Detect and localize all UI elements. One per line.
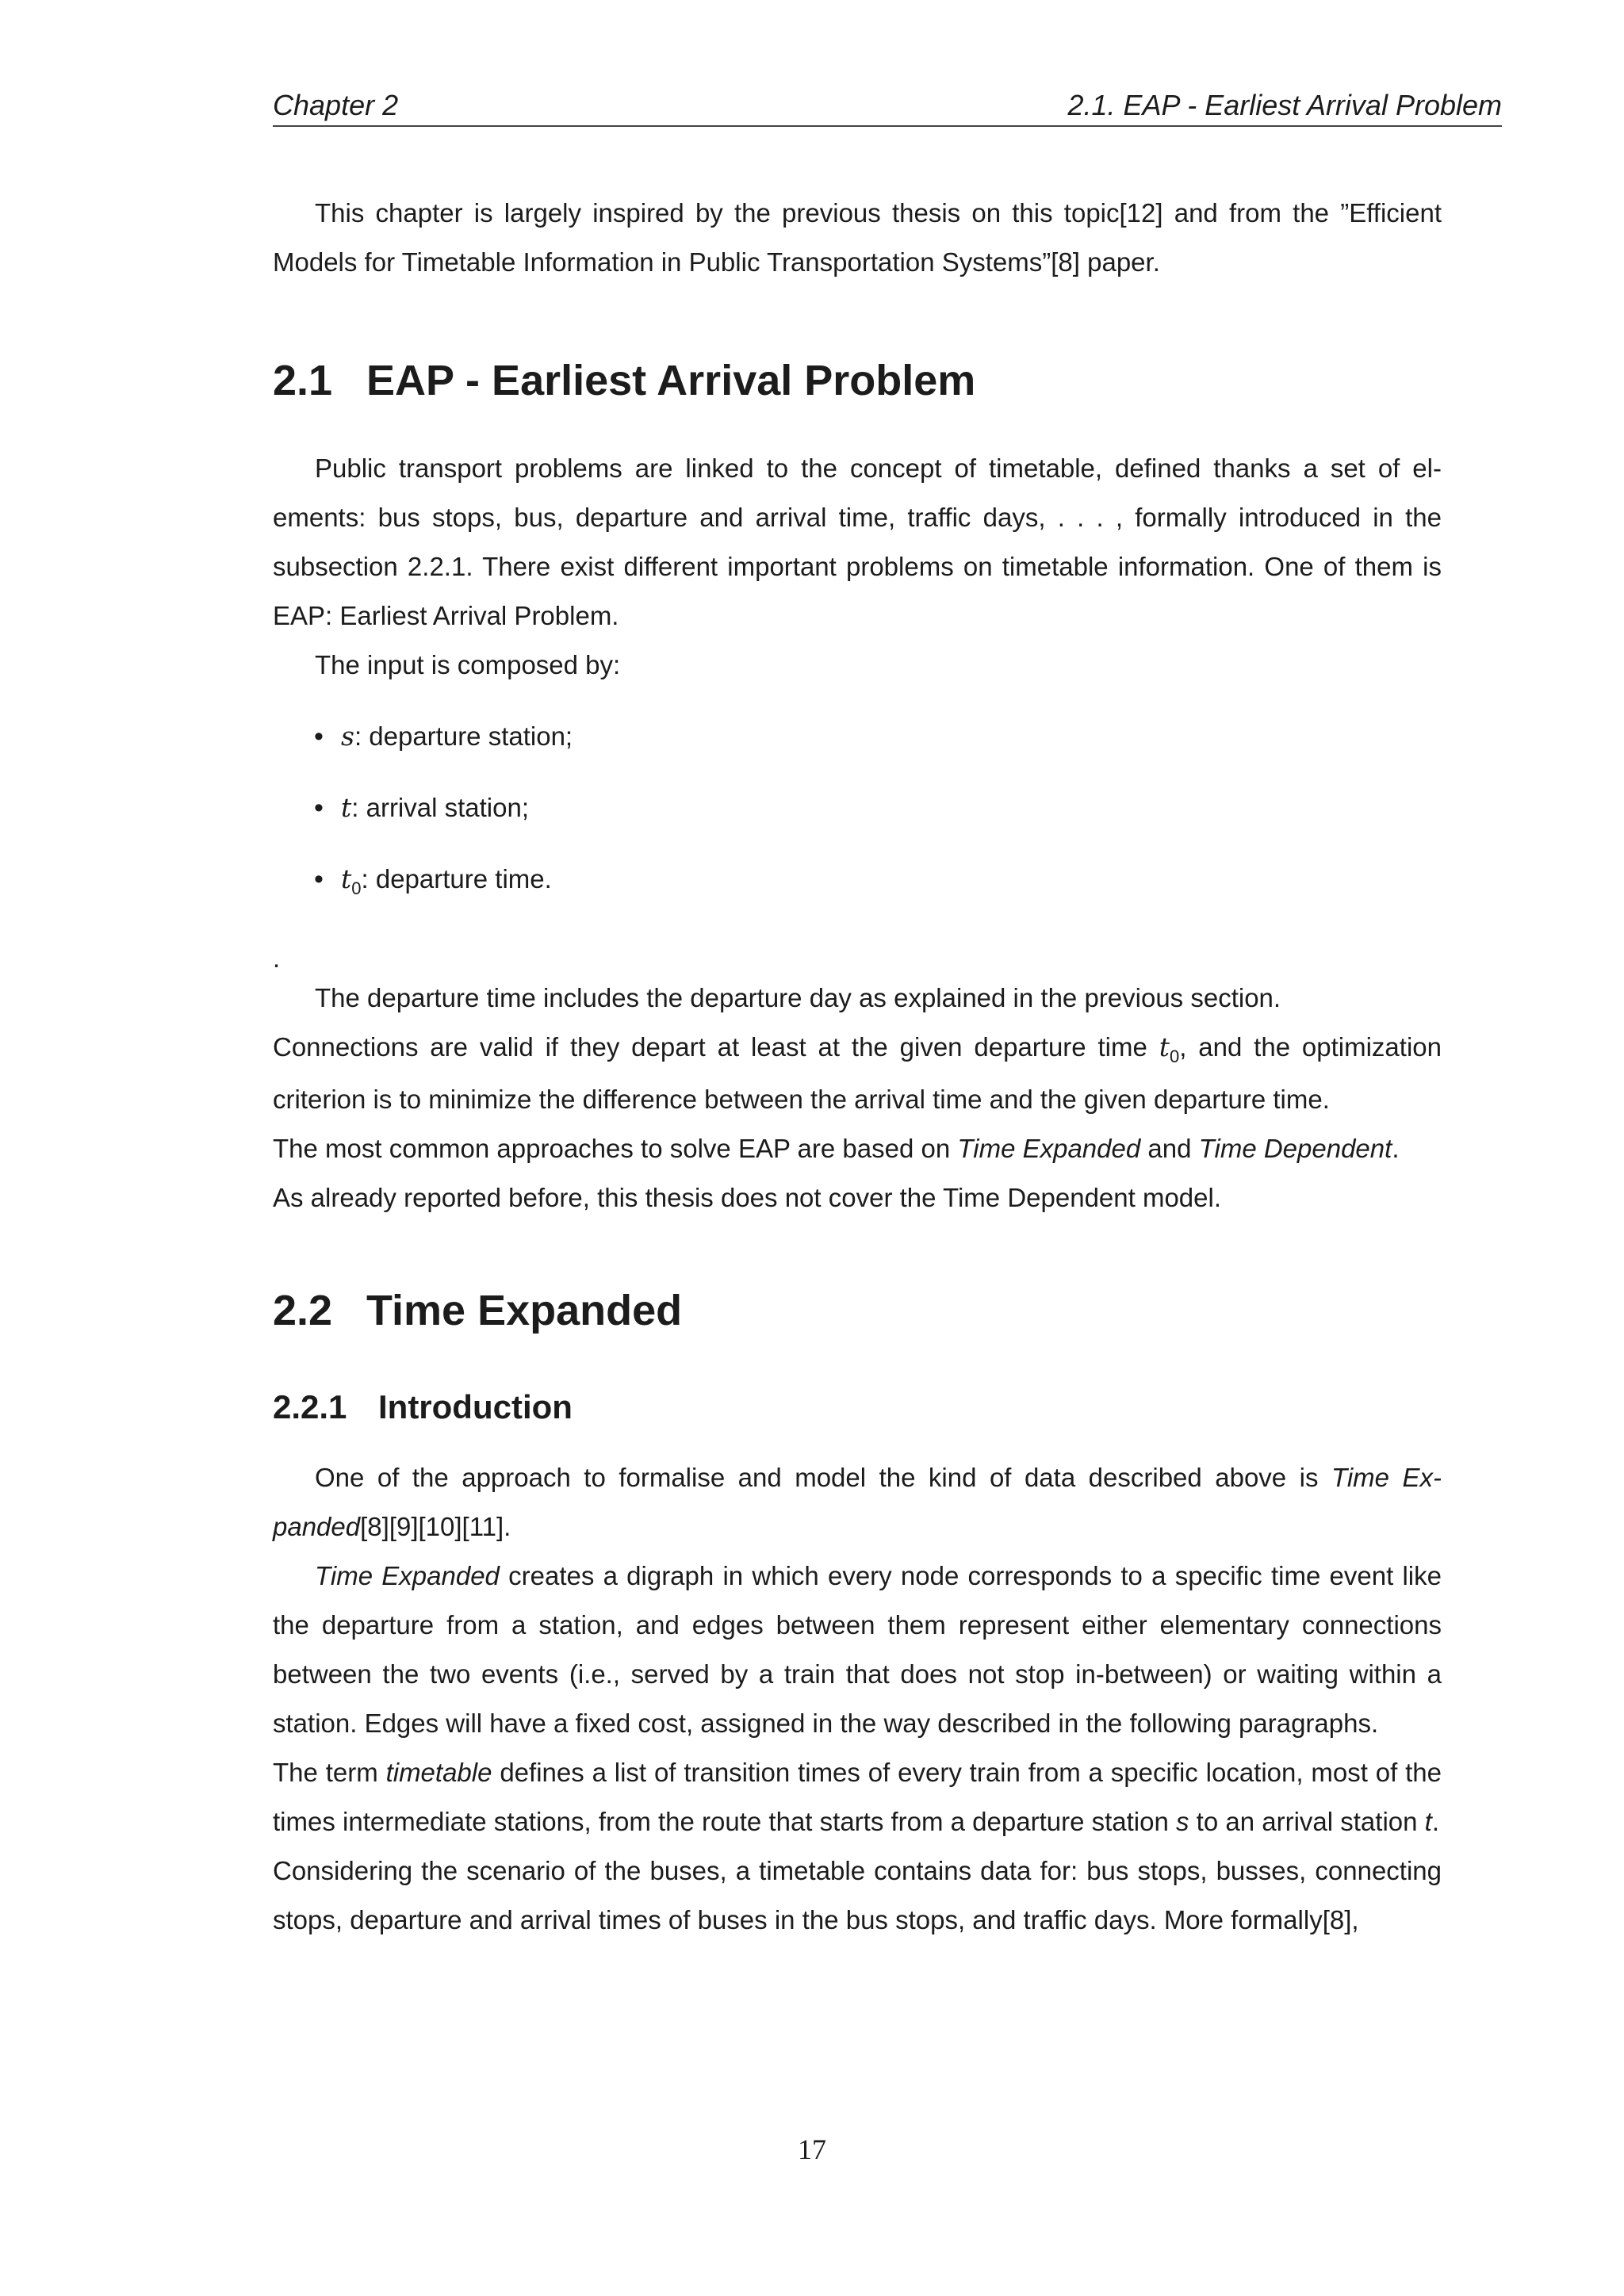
text-run: creates a digraph in which every node corresponds to a specific time event like the departure from a station, and edges between them represent either elementary connections between the two events (i.e., served by a train that does not stop in-between) or waiting within a station. Edges will have a fixed cost, assigned in the way described in the following paragraphs. bbox=[273, 1561, 1442, 1738]
list-item-text: : arrival station; bbox=[351, 793, 530, 822]
math-var-t0: t bbox=[341, 863, 352, 894]
list-item-text: : departure time. bbox=[361, 864, 552, 894]
math-subscript: 0 bbox=[1169, 1047, 1180, 1066]
math-var-t0: t bbox=[1159, 1031, 1170, 1062]
emphasis-time-expanded: Time Expanded bbox=[957, 1134, 1141, 1163]
text-run: The term bbox=[273, 1758, 386, 1787]
text-run: Connections are valid if they depart at least at the given departure time bbox=[273, 1032, 1159, 1062]
paragraph-timetable-problems: Public transport problems are linked to the concept of timetable, defined thanks a set of elements: bus stops, bus, departure and arrival time, traffic days, . . . , formally introduced in the subsection 2.2.1. There exist different important problems on timetable information. One of them is EAP: Earliest Arrival Problem. bbox=[273, 453, 1442, 630]
emphasis-time-dependent: Time Dependent bbox=[1198, 1134, 1392, 1163]
subsection-2-2-1-body bbox=[273, 1453, 1442, 1945]
emphasis-timetable: timetable bbox=[385, 1758, 492, 1787]
text-run: One of the approach to formalise and model the kind of data described above is bbox=[315, 1463, 1331, 1492]
text-run: . bbox=[1392, 1134, 1400, 1163]
section-title: EAP - Earliest Arrival Problem bbox=[366, 357, 976, 404]
stray-period: . bbox=[273, 943, 281, 973]
math-var-s: s bbox=[341, 721, 354, 752]
input-list bbox=[314, 712, 1424, 926]
text-run: and bbox=[1140, 1134, 1199, 1163]
section-number: 2.1 bbox=[273, 357, 333, 404]
subsection-heading-2-2-1 bbox=[273, 1383, 573, 1431]
subsection-number: 2.2.1 bbox=[273, 1388, 347, 1425]
header-section: 2.1. EAP - Earliest Arrival Problem bbox=[1067, 89, 1502, 121]
list-item bbox=[314, 783, 1424, 855]
emphasis-s: s bbox=[1176, 1807, 1189, 1836]
intro-block bbox=[273, 189, 1442, 287]
emphasis-t: t bbox=[1424, 1807, 1432, 1836]
section-number: 2.2 bbox=[273, 1287, 333, 1334]
text-run: . bbox=[1431, 1807, 1440, 1836]
page-number: 17 bbox=[798, 2133, 826, 2165]
intro-paragraph: This chapter is largely inspired by the previous thesis on this topic[12] and from the ”Efficient Models for Timetable Information in Public Transportation Systems”[8] paper. bbox=[273, 198, 1442, 277]
text-run: to an arrival station bbox=[1189, 1807, 1425, 1836]
math-var-t: t bbox=[341, 792, 352, 823]
section-2-1-body-cont bbox=[273, 974, 1442, 1223]
text-run: defines a list of transition times of every train from a specific location, most of the times intermediate stations, from the route that starts from a departure station bbox=[273, 1758, 1442, 1836]
math-subscript: 0 bbox=[351, 878, 362, 898]
list-item bbox=[314, 712, 1424, 783]
list-item bbox=[314, 855, 1424, 926]
section-heading-2-2 bbox=[273, 1283, 682, 1338]
paragraph-approach bbox=[273, 1453, 1442, 1552]
paragraph-connections bbox=[273, 1023, 1442, 1124]
paragraph-departure-time: The departure time includes the departure day as explained in the previous section. bbox=[315, 983, 1281, 1012]
emphasis-time-expanded: Time Expanded bbox=[315, 1561, 500, 1590]
list-item-text: : departure station; bbox=[354, 721, 573, 751]
text-run: [8][9][10][11]. bbox=[360, 1512, 511, 1541]
section-title: Time Expanded bbox=[366, 1287, 683, 1334]
text-run: The most common approaches to solve EAP are based on bbox=[273, 1134, 958, 1163]
header-chapter: Chapter 2 bbox=[273, 89, 399, 121]
paragraph-bus-scenario: Considering the scenario of the buses, a timetable contains data for: bus stops, busses, connecting stops, departure and arrival times of buses in the bus stops, and traffic days. More formally[8], bbox=[273, 1856, 1442, 1934]
section-2-1-body bbox=[273, 444, 1442, 690]
paragraph-scope: As already reported before, this thesis does not cover the Time Dependent model. bbox=[273, 1183, 1222, 1212]
paragraph-digraph bbox=[273, 1552, 1442, 1748]
section-heading-2-1 bbox=[273, 353, 975, 408]
paragraph-timetable-term bbox=[273, 1748, 1442, 1846]
running-header bbox=[273, 86, 1502, 127]
subsection-title: Introduction bbox=[378, 1388, 573, 1425]
paragraph-input-intro: The input is composed by: bbox=[315, 650, 621, 679]
emphasis-time-expanded: Time Expanded bbox=[273, 1463, 1442, 1541]
paragraph-approaches bbox=[273, 1124, 1442, 1173]
text-run: , and the optimization criterion is to minimize the difference between the arrival time and the given departure time. bbox=[273, 1032, 1442, 1114]
